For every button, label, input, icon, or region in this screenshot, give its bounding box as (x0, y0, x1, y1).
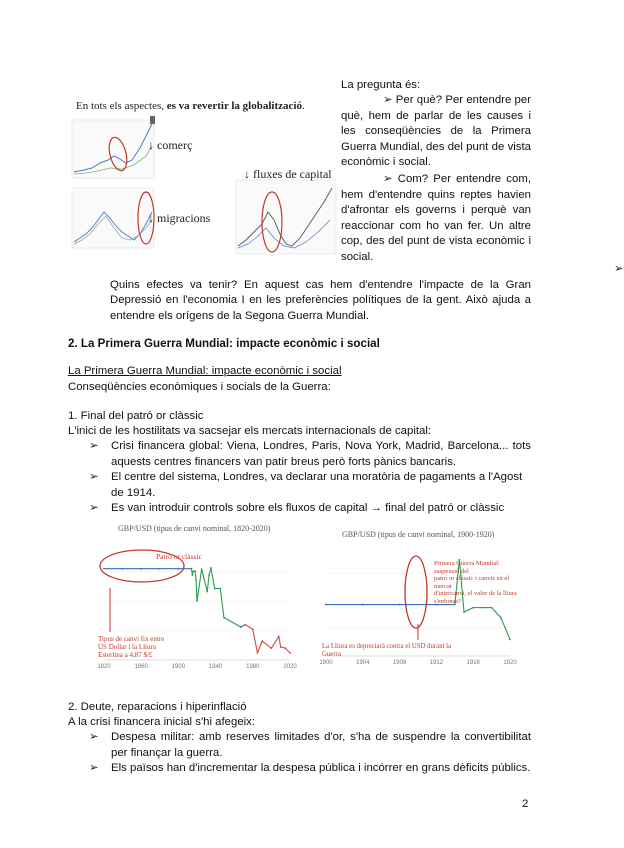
data-point (491, 607, 493, 609)
bullet-text: Crisi financera global: Viena, Londres, Paris, Nova York, Madrid, Barcelona... tots aquests centres financers van patir breus però forts pànics bancaris. (111, 440, 531, 468)
question-1-lead: Per què? (395, 94, 443, 106)
data-point (472, 607, 474, 609)
annotation-line: s'enfonsa? (434, 597, 461, 605)
series-segment (271, 636, 278, 648)
point-2-intro: A la crisi financera inicial s'hi afegeix: (68, 716, 256, 728)
series-segment (224, 618, 241, 627)
series-segment (492, 608, 501, 618)
caption-bold: es va revertir la globalització (166, 100, 302, 112)
bullet-text: El centre del sistema, Londres, va declarar una moratòria de pagaments a l'Agost de 1914. (111, 471, 523, 499)
x-tick-label: 1900 (319, 660, 333, 666)
question-2-text: Per entendre com, hem d'entendre quins reptes havien d'afrontar els governs i perquè van reaccionar com ho van fer. Un altre cop, des del punt de vista econòmic i social. (341, 173, 531, 263)
point-1-bullets (89, 439, 531, 517)
page-number: 2 (522, 798, 529, 810)
series-segment (285, 648, 290, 653)
data-point (214, 588, 216, 590)
point-1-intro: L'inici de les hostilitats va sacsejar els mercats internacionals de capital: (68, 425, 432, 437)
annotation-line: Primera Guerra Mundial: suspensió del (434, 560, 500, 575)
series-segment (195, 571, 196, 579)
data-point (192, 570, 194, 572)
bullet-item: ➢ Despesa militar: amb reserves limitades d'or, s'ha de suspendre la convertibilitat per finançar la guerra. (89, 731, 531, 759)
data-point (178, 568, 180, 570)
annotation-line: Guerra (322, 651, 341, 658)
series-segment (257, 641, 262, 653)
section-subtitle: La Primera Guerra Mundial: impacte econòmic i social (68, 365, 342, 377)
bullet-item: ➢ Crisi financera global: Viena, Londres, Paris, Nova York, Madrid, Barcelona... tots aquests centres financers van patir breus però forts pànics bancaris. (89, 440, 531, 468)
data-point (257, 652, 259, 654)
x-tick-label: 2020 (283, 664, 297, 670)
capital-flows-mini-chart (236, 180, 336, 254)
bullet-item: ➢ Els països han d'incrementar la despesa pública i incórrer en grans dèficits públics. (89, 762, 531, 775)
x-tick-label: 1940 (208, 664, 223, 670)
series-segment (197, 569, 202, 601)
series-segment (202, 569, 208, 591)
chart-gbpusd-war (310, 528, 520, 672)
data-point (284, 647, 286, 649)
bullet-text: Es van introduir controls sobre els fluxos de capital → final del patró or clàssic (111, 502, 505, 515)
annotation-line: US Dollar i la Lliura (98, 643, 156, 651)
highlight-ellipse (405, 556, 427, 628)
data-point (278, 636, 280, 638)
annotation-line: Esterlina a 4,87 $/£ (98, 651, 153, 659)
data-point (210, 567, 212, 569)
data-point (219, 588, 221, 590)
data-point (103, 568, 105, 570)
migration-mini-chart (72, 188, 154, 248)
data-point (463, 611, 465, 613)
annotation-line: d'intercanvi, el valor de la lliura (434, 590, 517, 597)
capital-flows-label: ↓ fluxes de capital (244, 167, 332, 181)
section-intro: Conseqüències econòmiques i socials de la Guerra: (68, 381, 331, 393)
data-point (201, 568, 203, 570)
annotation-depreciation (322, 643, 451, 659)
data-point (240, 626, 242, 628)
chart-title: GBP/USD (tipus de canvi nominal, 1820-2020) (118, 524, 271, 533)
x-tick-label: 1980 (246, 664, 260, 670)
data-point (509, 639, 511, 641)
data-point (159, 568, 161, 570)
x-tick-label: 1912 (429, 660, 444, 666)
annotation-gold-standard: Patró or clàssic (156, 552, 202, 561)
x-tick-label: 1908 (392, 660, 407, 666)
question-3-lead: Quins efectes va tenir? (110, 278, 238, 291)
data-point (500, 617, 502, 619)
x-tick-label: 1820 (97, 664, 111, 670)
data-point (191, 574, 193, 576)
series-segment (245, 625, 252, 630)
data-point (196, 600, 198, 602)
intro-question-2: ➢ Com? Per entendre com, hem d'entendre quins reptes havien d'afrontar els governs i perquè van reaccionar com ho van fer. Un altre cop, des del punt de vista econòmic i social. (341, 173, 531, 263)
series-segment (279, 636, 281, 647)
intro-heading: La pregunta és: (341, 79, 421, 91)
series-segment (207, 575, 209, 592)
caption-end: . (301, 100, 305, 112)
trade-mini-chart (72, 116, 155, 178)
series-segment (211, 568, 215, 589)
data-point (261, 640, 263, 642)
annotation-line: Tipus de canvi fix entre (98, 635, 165, 643)
bullet-item: ➢ El centre del sistema, Londres, va declarar una moratòria de pagaments a l'Agost de 1914. (89, 471, 523, 499)
bullet-text: Despesa militar: amb reserves limitades d'or, s'ha de suspendre la convertibilitat per finançar la guerra. (111, 731, 531, 759)
data-point (362, 604, 364, 606)
x-tick-label: 1904 (356, 660, 370, 666)
bullet-text: Els països han d'incrementar la despesa pública i incórrer en grans dèficits públics. (111, 762, 531, 775)
annotation-ww1 (434, 560, 520, 605)
globalization-figure (70, 116, 340, 256)
trade-label: ↓ comerç (148, 138, 193, 152)
data-point (191, 568, 193, 570)
point-2-title: 2. Deute, reparacions i hiperinflació (68, 701, 247, 713)
intro-question-1: ➢ Per què? Per entendre per què, hem de parlar de les causes i les conseqüències de la Primera Guerra Mundial, des del punt de vista econòmic i social. (341, 94, 531, 169)
point-2-bullets (89, 730, 531, 777)
annotation-fixed-rate (98, 635, 164, 659)
point-1-title: 1. Final del patró or clàssic (68, 410, 204, 422)
question-3-text: En aquest cas hem d'entendre l'impacte de la Gran Depressió en l'economia I en les preferències polítiques de la gent. Això ajuda a entendre els orígens de la Segona Guerra Mundial. (110, 278, 531, 322)
data-point (206, 591, 208, 593)
data-point (195, 579, 197, 581)
data-point (223, 617, 225, 619)
x-tick-label: 1916 (466, 660, 480, 666)
data-point (399, 604, 401, 606)
series-segment (253, 629, 258, 653)
figure-caption (76, 100, 336, 112)
data-point (280, 646, 282, 648)
data-point (194, 570, 196, 572)
data-point (271, 647, 273, 649)
series-segment (220, 588, 224, 617)
chart-title: GBP/USD (tipus de canvi nominal, 1900-1920) (342, 530, 495, 539)
series-segment (196, 580, 197, 601)
data-point (122, 568, 124, 570)
question-2-lead: Com? (397, 173, 429, 185)
data-point (208, 574, 210, 576)
data-point (252, 628, 254, 630)
annotation-line: patró or clàssic i canvis en el mercat (434, 575, 510, 590)
series-segment (262, 641, 271, 648)
bullet-item: ➢ Es van introduir controls sobre els fluxos de capital → final del patró or clàssic (89, 502, 505, 515)
migration-label: ↓ migracions (148, 211, 211, 225)
data-point (244, 624, 246, 626)
data-point (289, 652, 291, 654)
x-tick-label: 1900 (171, 664, 186, 670)
intro-question-3: ➢ Quins efectes va tenir? En aquest cas hem d'entendre l'impacte de la Gran Depressió en l'economia I en les preferències polítiques de la gent. Això ajuda a entendre els orígens de la Segona Guerra Mundial. (110, 263, 624, 322)
question-1-text: Per entendre per què, hem de parlar de les causes i les conseqüències de la Primera Guerra Mundial, des del punt de vista econòmic i social. (341, 94, 531, 169)
data-point (140, 568, 142, 570)
x-tick-label: 1920 (503, 660, 517, 666)
section-title: 2. La Primera Guerra Mundial: impacte econòmic i social (68, 337, 380, 350)
series-segment (464, 608, 473, 612)
x-tick-label: 1860 (134, 664, 148, 670)
data-point (325, 604, 327, 606)
data-point (482, 607, 484, 609)
annotation-line: La Lliura es depreciarà contra el USD durant la (322, 643, 452, 650)
caption-text: En tots els aspectes, (76, 100, 167, 112)
chart-gbpusd-long (90, 522, 300, 672)
